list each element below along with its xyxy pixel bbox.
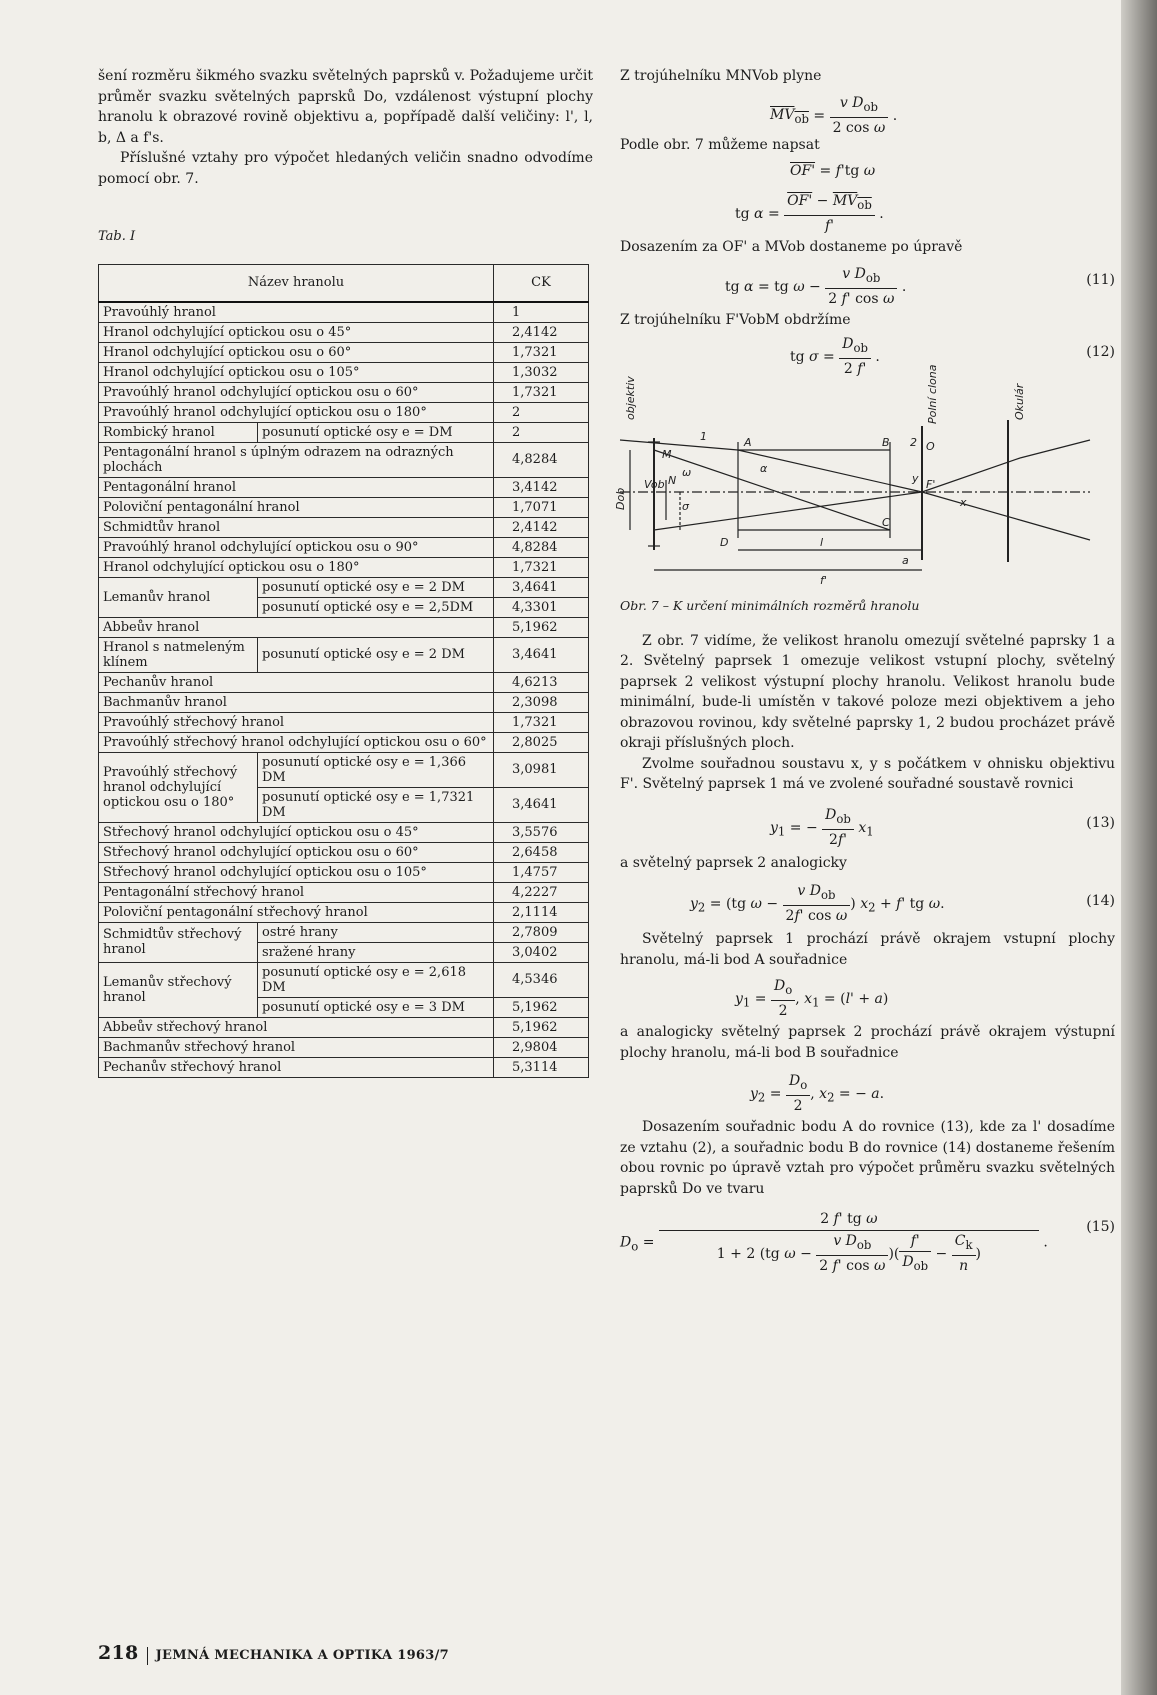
row-sub: posunutí optické osy e = 2,618 DM (258, 962, 494, 997)
equation-ofprime: OF' = f'tg ω (790, 163, 876, 179)
row-ck: 5,1962 (494, 997, 589, 1017)
text-line: Podle obr. 7 můžeme napsat (620, 136, 820, 153)
row-ck: 5,3114 (494, 1057, 589, 1077)
row-ck: 4,3301 (494, 597, 589, 617)
row-sub: posunutí optické osy e = 2 DM (258, 577, 494, 597)
row-name: Pravoúhlý hranol odchylující optickou osu o 90° (99, 537, 494, 557)
label-x: x (960, 496, 967, 509)
table-header-row (99, 264, 589, 302)
row-sub: posunutí optické osy e = 1,366 DM (258, 752, 494, 787)
intro-paragraph-2: Příslušné vztahy pro výpočet hledaných veličin snadno odvodíme pomocí obr. 7. (98, 150, 593, 187)
row-sub: ostré hrany (258, 922, 494, 942)
row-name: Pravoúhlý střechový hranol odchylující optickou osu o 60° (99, 732, 494, 752)
figure-7-diagram (614, 364, 1115, 592)
equation-12: tg σ = $\frac{D_{ob}}{2 f'}$ . (12) (790, 336, 1115, 378)
row-sub: sražené hrany (258, 942, 494, 962)
equation-13: $y_1$ = − $\frac{D_{ob}}{2f'}$ $x_1$ (13) (770, 806, 1115, 848)
row-name: Poloviční pentagonální střechový hranol (99, 902, 494, 922)
equation-11: tg α = tg ω − $\frac{v D_{ob}}{\text{2 f' cos ω}}$ . (11) (725, 265, 1115, 307)
intro-paragraph: šení rozměru šikmého svazku světelných paprsků v. Požadujeme určit průměr svazku světelných paprsků Do, vzdálenost výstupní plochy hranolu k obrazové rovině objektivu a, popřípadě další veličiny: l', l, b, Δ a f's. (98, 68, 593, 146)
row-name: Bachmanův střechový hranol (99, 1037, 494, 1057)
row-ck: 3,4641 (494, 577, 589, 597)
prism-table (98, 264, 589, 1078)
label-fprime: F' (926, 478, 936, 491)
row-ck: 1,3032 (494, 362, 589, 382)
row-name: Hranol odchylující optickou osu o 180° (99, 557, 494, 577)
row-sub: posunutí optické osy e = DM (258, 422, 494, 442)
label-ray-2: 2 (910, 436, 917, 449)
text-line: Z trojúhelníku MNVob plyne (620, 68, 822, 84)
row-ck: 2,6458 (494, 842, 589, 862)
row-name: Pechanův střechový hranol (99, 1057, 494, 1077)
text-line: a světelný paprsek 2 analogicky (620, 854, 847, 871)
row-ck: 1,7321 (494, 712, 589, 732)
label-l: l (820, 536, 824, 549)
row-name: Abbeův střechový hranol (99, 1017, 494, 1037)
row-name: Pentagonální střechový hranol (99, 882, 494, 902)
eq-number: (15) (1086, 1219, 1115, 1235)
row-name: Lemanův hranol (99, 577, 258, 617)
text-line: Dosazením za OF' a MVob dostaneme po úpravě (620, 239, 963, 255)
label-ray-1: 1 (700, 430, 707, 443)
row-ck: 2,4142 (494, 322, 589, 342)
row-ck: 1,4757 (494, 862, 589, 882)
row-ck: 1,7321 (494, 342, 589, 362)
table-row (99, 442, 589, 477)
label-y: y (912, 472, 919, 485)
row-ck: 2,8025 (494, 732, 589, 752)
label-dob: Dob (614, 487, 627, 510)
label-d: D (720, 536, 729, 549)
row-ck: 2,7809 (494, 922, 589, 942)
row-ck: 2 (494, 402, 589, 422)
label-f: f' (820, 574, 827, 587)
table-row (99, 402, 589, 422)
label-point-c: C (882, 516, 890, 529)
equation-15: $D_o$ = 2 f' tg ω 1 + 2 (tg ω − $\frac{v D_{ob}}{\text{2 f' cos ω}}$ )( $\frac{f'}{D_{ob}}$ − $\frac{C_k}{n}$ ) . (15) (620, 1211, 1115, 1274)
row-name: Rombický hranol (99, 422, 258, 442)
paragraph: Zvolme souřadnou soustavu x, y s počátkem v ohnisku objektivu F'. Světelný paprsek 1 má ve zvolené souřadné soustavě rovnici (620, 755, 1115, 792)
table-row (99, 1057, 589, 1077)
equation-point-b: $y_2$ = $\frac{D_o}{2}$ , $x_2$ = − a. (750, 1073, 885, 1115)
table-row (99, 322, 589, 342)
table-row (99, 477, 589, 497)
table-row (99, 922, 589, 942)
table-row (99, 617, 589, 637)
table-row (99, 537, 589, 557)
row-ck: 4,2227 (494, 882, 589, 902)
row-ck: 1,7321 (494, 557, 589, 577)
row-name: Pentagonální hranol s úplným odrazem na odrazných plochách (99, 442, 494, 477)
table-row (99, 342, 589, 362)
table-label: Tab. I (98, 229, 136, 244)
eq-number: (13) (1086, 814, 1115, 831)
text-line: Z trojúhelníku F'VobM obdržíme (620, 311, 851, 328)
table-row (99, 752, 589, 787)
paragraph: Dosazením souřadnic bodu A do rovnice (13), kde za l' dosadíme ze vztahu (2), a souřadnic bodu B do rovnice (14) dostaneme řešením obou rovnic po úpravě vztah pro výpočet průměru svazku světelných paprsků Do ve tvaru (620, 1119, 1115, 1197)
table-row (99, 732, 589, 752)
row-name: Pravoúhlý hranol odchylující optickou osu o 180° (99, 402, 494, 422)
label-vob: Vob (644, 478, 665, 491)
row-ck: 1,7071 (494, 497, 589, 517)
row-ck: 3,4142 (494, 477, 589, 497)
label-sigma: σ (682, 500, 689, 513)
row-ck: 3,0402 (494, 942, 589, 962)
paragraph: Světelný paprsek 1 prochází právě okrajem vstupní plochy hranolu, má-li bod A souřadnice (620, 931, 1115, 968)
row-sub: posunutí optické osy e = 1,7321 DM (258, 787, 494, 822)
row-name: Hranol s natmeleným klínem (99, 637, 258, 672)
equation-14: $y_2 = (tg$ ω − $\frac{v D_{ob}}{\text{2f' cos ω}}$ ) $x_2 + f'$ tg ω. (14) (690, 883, 1115, 925)
row-ck: 2,9804 (494, 1037, 589, 1057)
right-column (614, 66, 1115, 1274)
row-ck: 3,5576 (494, 822, 589, 842)
row-name: Abbeův hranol (99, 617, 494, 637)
equation-point-a: $y_1$ = $\frac{D_o}{2}$ , $x_1 = (l' + a)$ (735, 978, 889, 1020)
label-m: M (662, 448, 672, 461)
row-name: Schmidtův střechový hranol (99, 922, 258, 962)
table-row (99, 637, 589, 672)
row-name: Střechový hranol odchylující optickou osu o 45° (99, 822, 494, 842)
table-row (99, 382, 589, 402)
row-name: Pechanův hranol (99, 672, 494, 692)
row-name: Pravoúhlý střechový hranol odchylující optickou osu o 180° (99, 752, 258, 822)
row-ck: 4,8284 (494, 442, 589, 477)
row-name: Lemanův střechový hranol (99, 962, 258, 1017)
row-ck: 1 (494, 302, 589, 323)
eq-number: (11) (1086, 271, 1115, 288)
row-ck: 3,0981 (494, 752, 589, 787)
label-alpha: α (760, 462, 768, 475)
page-edge-shadow (1121, 0, 1157, 1695)
header-ck: CK (494, 264, 589, 302)
table-row (99, 557, 589, 577)
row-name: Střechový hranol odchylující optickou osu o 60° (99, 842, 494, 862)
row-ck: 4,8284 (494, 537, 589, 557)
table-row (99, 302, 589, 323)
eq-number: (12) (1086, 344, 1115, 360)
row-name: Hranol odchylující optickou osu o 45° (99, 322, 494, 342)
table-row (99, 882, 589, 902)
row-ck: 3,4641 (494, 637, 589, 672)
table-row (99, 1037, 589, 1057)
page-footer (98, 1642, 449, 1665)
row-ck: 2,1114 (494, 902, 589, 922)
paragraph: Z obr. 7 vidíme, že velikost hranolu omezují světelné paprsky 1 a 2. Světelný paprsek 1 omezuje velikost vstupní plochy, světelný paprsek 2 velikost výstupní plochy hranolu. Velikost hranolu bude minimální, bude-li umístěn v takové poloze mezi objektivem a jeho obrazovou rovinou, kdy světelné paprsky 1, 2 budou procházet právě okraji příslušných ploch. (620, 632, 1115, 751)
equation-10: $MV_{ob}$ = $\frac{v D_{ob}}{\text{2 cos ω}}$ . (770, 94, 898, 136)
table-row (99, 862, 589, 882)
row-ck: 2,3098 (494, 692, 589, 712)
table-row (99, 692, 589, 712)
row-name: Poloviční pentagonální hranol (99, 497, 494, 517)
row-ck: 5,1962 (494, 1017, 589, 1037)
label-point-b: B (882, 436, 890, 449)
row-name: Bachmanův hranol (99, 692, 494, 712)
table-row (99, 517, 589, 537)
label-eyepiece: Okulár (1013, 383, 1026, 420)
header-name: Název hranolu (99, 264, 494, 302)
label-a: a (902, 554, 909, 567)
table-row (99, 902, 589, 922)
eq-number: (14) (1086, 893, 1115, 909)
row-ck: 3,4641 (494, 787, 589, 822)
label-o: O (926, 440, 935, 453)
row-name: Hranol odchylující optickou osu o 105° (99, 362, 494, 382)
row-ck: 4,6213 (494, 672, 589, 692)
label-field-stop: Polní clona (926, 364, 939, 424)
equation-tga: tg α = $\frac{OF' - MV_{ob}}{f'}$ . (735, 193, 884, 235)
figure-caption: Obr. 7 – K určení minimálních rozměrů hranolu (620, 598, 920, 613)
table-row (99, 962, 589, 997)
paragraph: a analogicky světelný paprsek 2 prochází právě okrajem výstupní plochy hranolu, má-li bod B souřadnice (620, 1024, 1115, 1061)
label-point-a: A (744, 436, 752, 449)
journal-name: JEMNÁ MECHANIKA A OPTIKA 1963/7 (155, 1648, 449, 1663)
table-row (99, 362, 589, 382)
table-row (99, 577, 589, 597)
table-row (99, 422, 589, 442)
row-sub: posunutí optické osy e = 2 DM (258, 637, 494, 672)
table-row (99, 822, 589, 842)
table-row (99, 672, 589, 692)
label-objektiv: objektiv (624, 376, 637, 420)
row-ck: 1,7321 (494, 382, 589, 402)
table-row (99, 712, 589, 732)
table-row (99, 497, 589, 517)
left-column (98, 66, 593, 1078)
label-omega: ω (682, 466, 692, 479)
row-name: Pravoúhlý hranol (99, 302, 494, 323)
row-ck: 4,5346 (494, 962, 589, 997)
row-name: Pentagonální hranol (99, 477, 494, 497)
row-ck: 5,1962 (494, 617, 589, 637)
row-name: Pravoúhlý hranol odchylující optickou osu o 60° (99, 382, 494, 402)
row-ck: 2 (494, 422, 589, 442)
row-name: Střechový hranol odchylující optickou osu o 105° (99, 862, 494, 882)
row-ck: 2,4142 (494, 517, 589, 537)
row-sub: posunutí optické osy e = 2,5DM (258, 597, 494, 617)
row-sub: posunutí optické osy e = 3 DM (258, 997, 494, 1017)
table-row (99, 842, 589, 862)
page-number: 218 (98, 1642, 139, 1664)
table-row (99, 1017, 589, 1037)
row-name: Pravoúhlý střechový hranol (99, 712, 494, 732)
label-n: N (668, 474, 677, 487)
row-name: Schmidtův hranol (99, 517, 494, 537)
row-name: Hranol odchylující optickou osu o 60° (99, 342, 494, 362)
